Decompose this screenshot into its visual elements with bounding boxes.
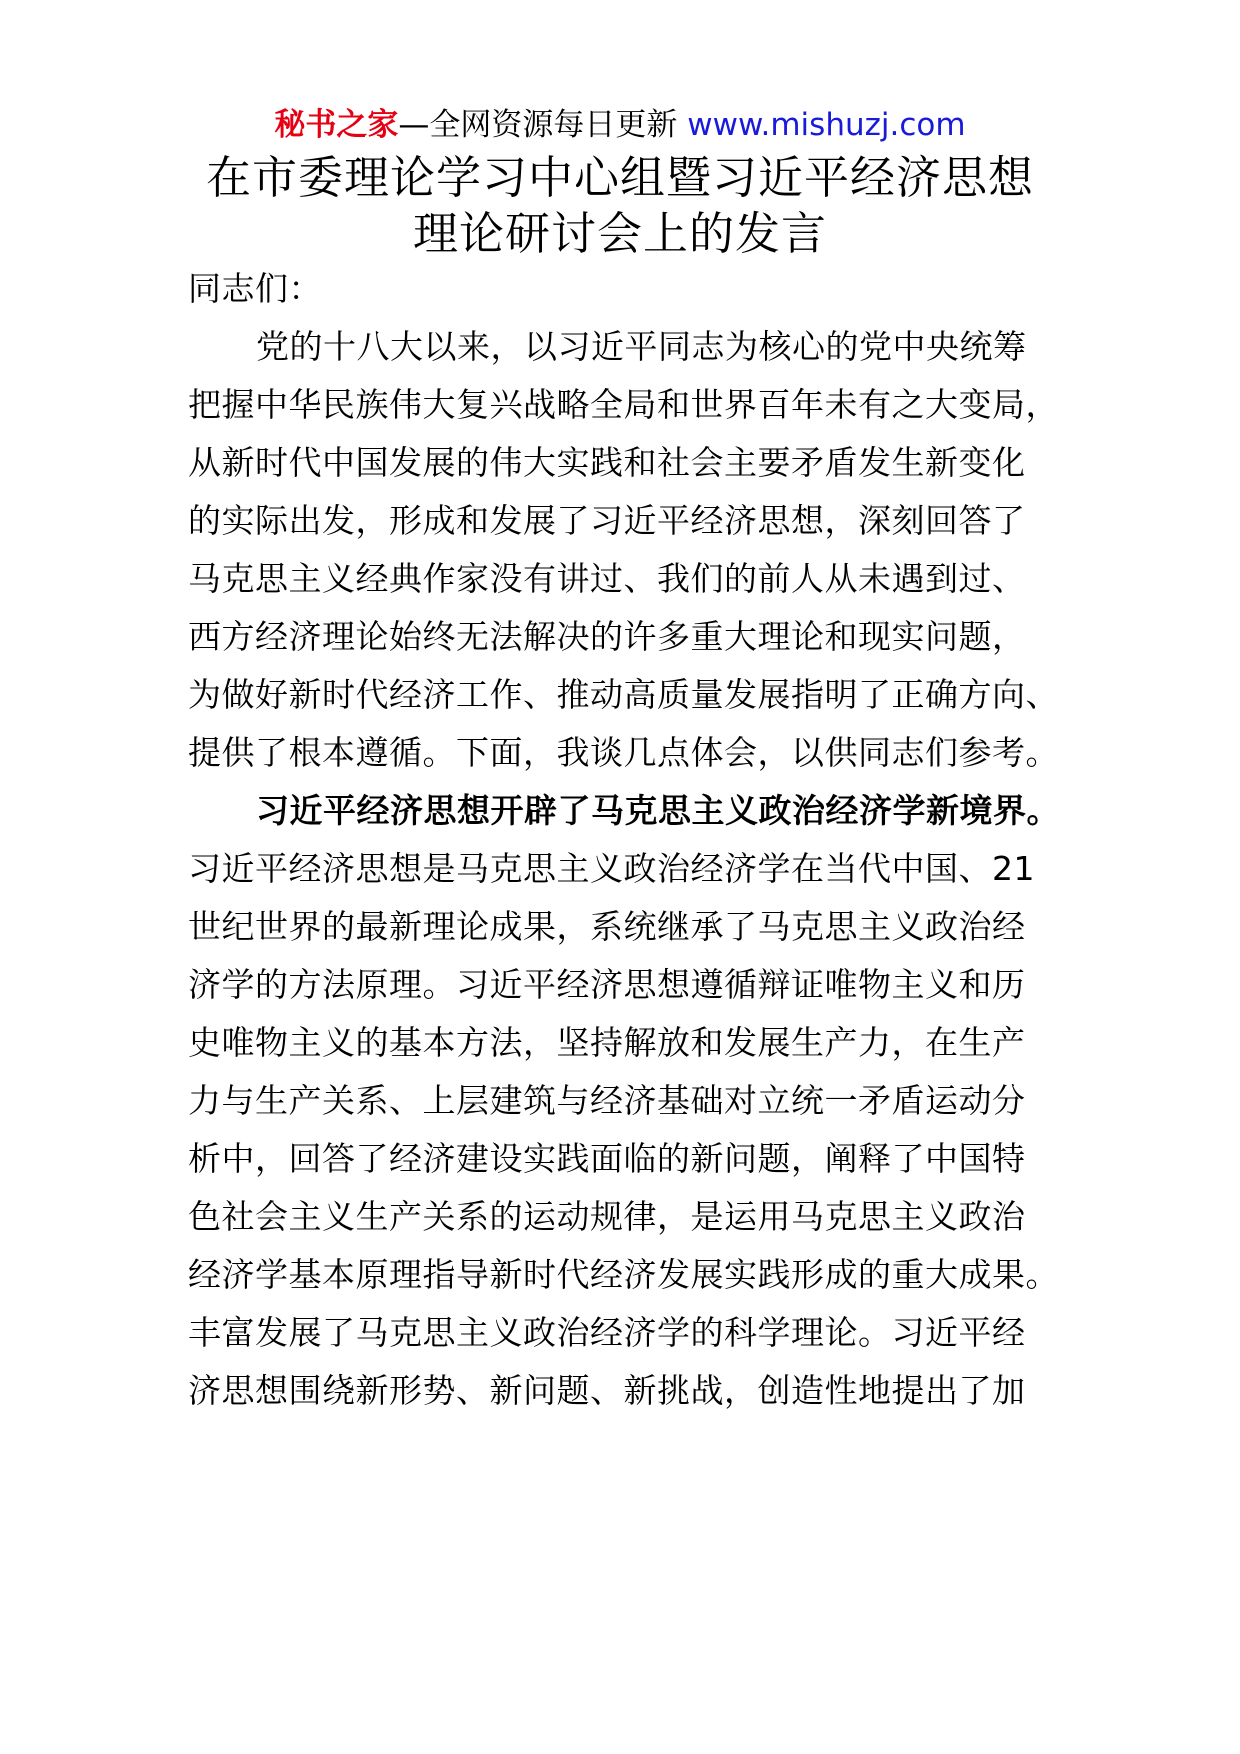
paragraph-line: 西方经济理论始终无法解决的许多重大理论和现实问题， [188, 617, 1026, 656]
paragraph-line: 党的十八大以来，以习近平同志为核心的党中央统筹 [256, 327, 1027, 366]
paragraph-line: 的实际出发，形成和发展了习近平经济思想，深刻回答了 [188, 501, 1026, 540]
section-heading: 习近平经济思想开辟了马克思主义政治经济学新境界。 [256, 791, 1060, 830]
site-url-link[interactable]: www.mishuzj.com [687, 107, 966, 143]
document-title-line-1: 在市委理论学习中心组暨习近平经济思想 [205, 151, 1034, 204]
document-title-line-2: 理论研讨会上的发言 [412, 207, 827, 260]
site-brand: 秘书之家 [274, 107, 399, 143]
paragraph-line: 把握中华民族伟大复兴战略全局和世界百年未有之大变局， [188, 385, 1059, 424]
paragraph-line: 析中，回答了经济建设实践面临的新问题，阐释了中国特 [188, 1139, 1026, 1178]
salutation: 同志们： [188, 269, 322, 308]
paragraph-line: 济思想围绕新形势、新问题、新挑战，创造性地提出了加 [188, 1371, 1026, 1410]
paragraph-line: 提供了根本遵循。下面，我谈几点体会，以供同志们参考。 [188, 733, 1059, 772]
site-slogan: —全网资源每日更新 [398, 107, 678, 143]
paragraph-line: 世纪世界的最新理论成果，系统继承了马克思主义政治经 [188, 907, 1026, 946]
paragraph-line: 力与生产关系、上层建筑与经济基础对立统一矛盾运动分 [188, 1081, 1026, 1120]
site-header [0, 104, 1240, 146]
paragraph-line: 丰富发展了马克思主义政治经济学的科学理论。习近平经 [188, 1313, 1026, 1352]
paragraph-line: 从新时代中国发展的伟大实践和社会主要矛盾发生新变化 [188, 443, 1026, 482]
paragraph-line: 色社会主义生产关系的运动规律，是运用马克思主义政治 [188, 1197, 1026, 1236]
paragraph-line: 马克思主义经典作家没有讲过、我们的前人从未遇到过、 [188, 559, 1026, 598]
paragraph-line: 济学的方法原理。习近平经济思想遵循辩证唯物主义和历 [188, 965, 1026, 1004]
paragraph-line: 经济学基本原理指导新时代经济发展实践形成的重大成果。 [188, 1255, 1059, 1294]
paragraph-line: 习近平经济思想是马克思主义政治经济学在当代中国、21 [188, 849, 1035, 888]
paragraph-line: 为做好新时代经济工作、推动高质量发展指明了正确方向、 [188, 675, 1059, 714]
paragraph-line: 史唯物主义的基本方法，坚持解放和发展生产力，在生产 [188, 1023, 1026, 1062]
